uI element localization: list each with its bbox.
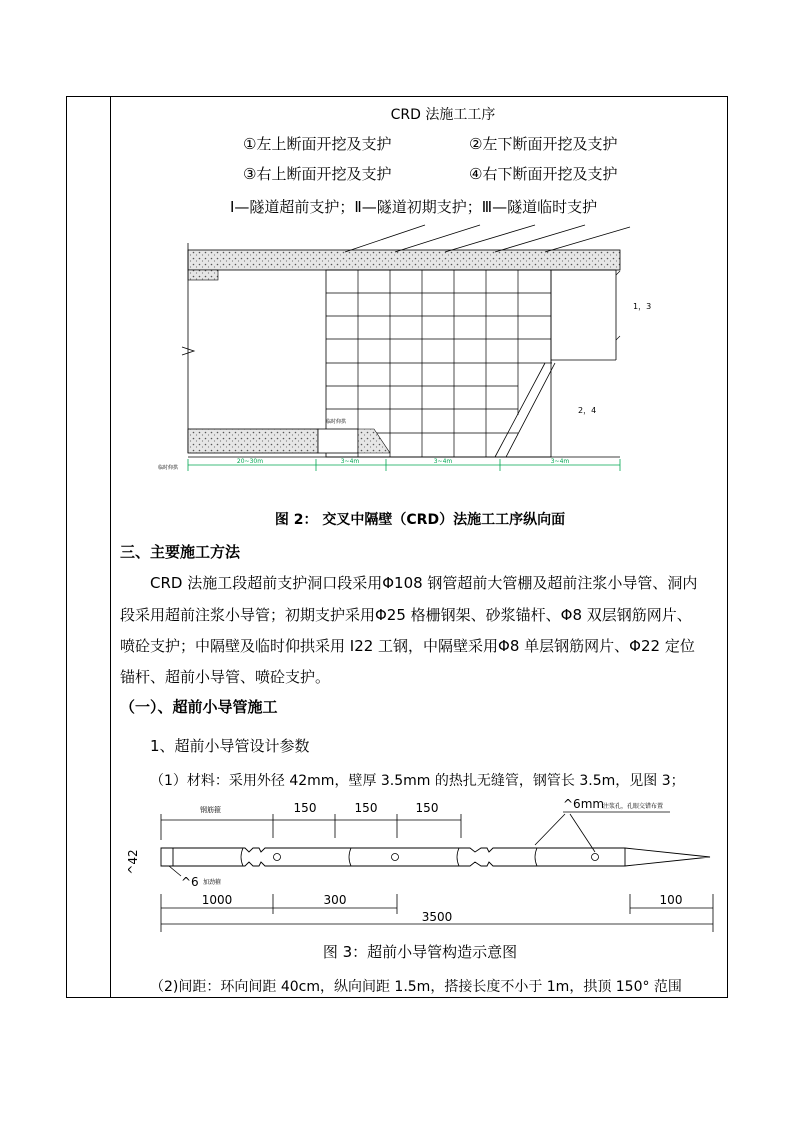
dim-1000: 1000 (201, 893, 233, 907)
support-legend: Ⅰ—隧道超前支护；Ⅱ—隧道初期支护；Ⅲ—隧道临时支护 (230, 198, 598, 216)
small-box-label: 临时仰拱 (326, 419, 347, 425)
hole-label-suffix: 注浆孔，孔眼交错布置 (603, 803, 664, 810)
dim-150-2: 150 (354, 801, 378, 815)
figure-2-caption: 图 2： 交叉中隔壁（CRD）法施工工序纵向面 (274, 512, 566, 528)
label-24: 2，4 (578, 406, 597, 415)
crd-longitudinal-diagram (150, 215, 652, 490)
para-line-3: 喷砼支护；中隔壁及临时仰拱采用 I22 工钢，中隔壁采用Φ8 单层钢筋网片、Φ22 定位 (120, 637, 695, 655)
dim-300: 300 (323, 893, 347, 907)
dim-100: 100 (659, 893, 683, 907)
crd-step-1: ①左上断面开挖及支护 (243, 135, 392, 153)
spacing-line: （2)间距：环向间距 40cm，纵向间距 1.5m，搭接长度不小于 1m，拱顶 150° 范围 (150, 979, 682, 995)
ring-prefix: ^6 (181, 875, 199, 889)
crd-step-2: ②左下断面开挖及支护 (469, 135, 618, 153)
section-3-heading: 三、主要施工方法 (120, 543, 241, 561)
para-line-4: 锚杆、超前小导管、喷砼支护。 (120, 668, 331, 686)
crd-step-3: ③右上断面开挖及支护 (243, 165, 392, 183)
dim-label-1: 20~30m (236, 458, 264, 465)
figure-3-caption: 图 3：超前小导管构造示意图 (322, 943, 518, 961)
crd-title: CRD 法施工工序 (390, 107, 496, 123)
dim-150-1: 150 (293, 801, 317, 815)
item-1: 1、超前小导管设计参数 (150, 737, 310, 755)
ring-suffix: 加劲箍 (203, 879, 222, 886)
dim-3500: 3500 (421, 910, 453, 924)
dim-label-2: 3~4m (340, 458, 360, 465)
subsection-1-heading: （一）、超前小导管施工 (120, 698, 278, 716)
dim-150-3: 150 (415, 801, 439, 815)
left-column (67, 97, 111, 997)
small-pipe-diagram (125, 790, 725, 940)
para-line-2: 段采用超前注浆小导管；初期支护采用Φ25 格栅钢架、砂浆锚杆、Φ8 双层钢筋网片、 (120, 606, 692, 624)
hole-label-prefix: ^6mm (563, 797, 605, 811)
label-13: 1，3 (633, 302, 652, 311)
para-line-1: CRD 法施工段超前支护洞口段采用Φ108 钢管超前大管棚及超前注浆小导管、洞内 (150, 574, 698, 592)
dia-label: ^42 (126, 849, 140, 875)
crd-step-4: ④右下断面开挖及支护 (469, 165, 618, 183)
small-left-label: 临时仰拱 (158, 465, 179, 471)
dim-label-4: 3~4m (550, 458, 570, 465)
dim-label-3: 3~4m (433, 458, 453, 465)
material-line: （1）材料：采用外径 42mm，壁厚 3.5mm 的热扎无缝管，钢管长 3.5m，见图 3； (150, 773, 685, 789)
top-left-label: 钢筋箍 (200, 806, 221, 814)
